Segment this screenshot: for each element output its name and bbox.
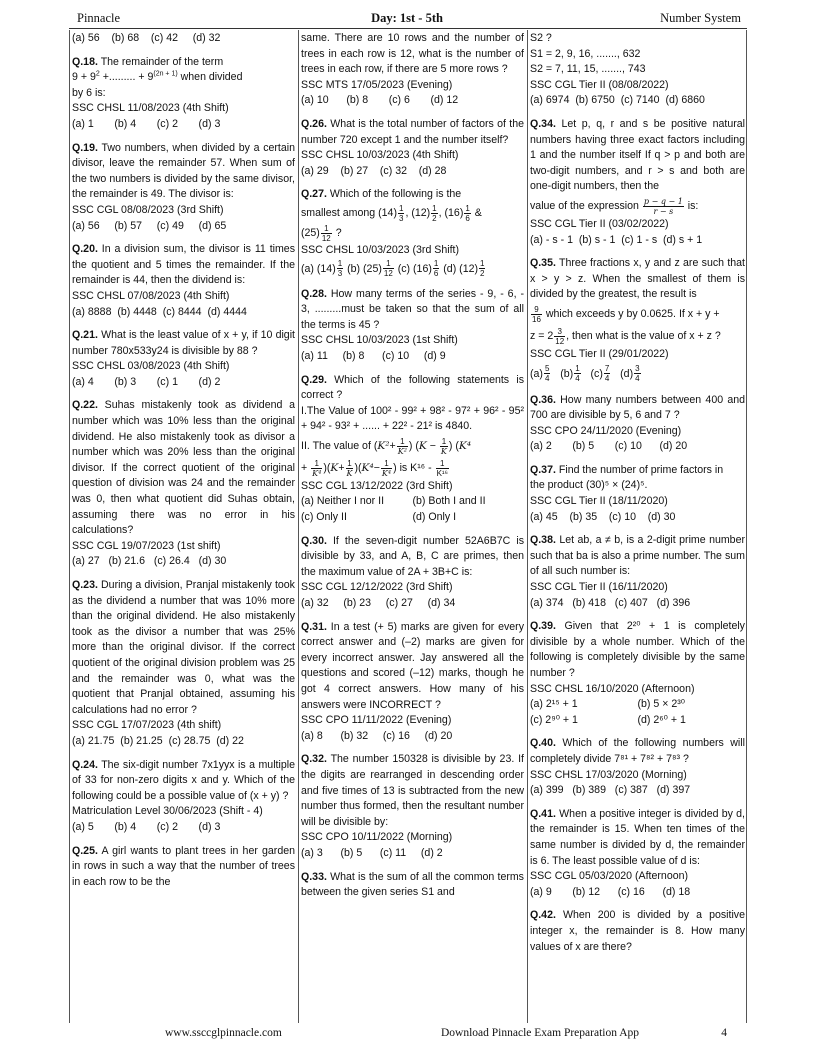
q40-source: SSC CHSL 17/03/2020 (Morning) (530, 768, 687, 781)
q30-text: If the seven-digit number 52A6B7C is divisible by 33, and A, B, C are primes, then the maximum value of 2A + 3B+C is: (301, 534, 524, 578)
q20-source: SSC CHSL 07/08/2023 (4th Shift) (72, 289, 230, 302)
q27-expression-end: (25) $\frac{1}{12}$ ? (301, 223, 342, 243)
q29-options-row2: (c) Only II (d) Only I (301, 511, 457, 524)
question-36 (530, 393, 745, 455)
q35-options: (a) $\frac{5}{4}$ (b) $\frac{1}{4}$ (c) $\frac{7}{4}$ (d) $\frac{3}{4}$ (530, 364, 640, 384)
q19-source: SSC CGL 08/08/2023 (3rd Shift) (72, 203, 224, 216)
q35-text: Three fractions x, y and z are such that x > y > z. When the smallest of them is divided by the greatest, the result is (530, 257, 745, 301)
question-21 (72, 328, 295, 390)
q41-number: Q.41. (530, 807, 556, 820)
q30-options: (a) 32 (b) 23 (c) 27 (d) 34 (301, 597, 456, 610)
q29-statement-1: I.The Value of 100² - 99² + 98² - 97² + 96² - 95² + 94² - 93² + ...... + 22² - 21² is 4840. (301, 404, 524, 433)
q31-options: (a) 8 (b) 32 (c) 16 (d) 20 (301, 729, 453, 742)
q25-text: A girl wants to plant trees in her garden in rows in such a way that the number of trees in each row to be the (72, 844, 296, 888)
q37-source: SSC CGL Tier II (18/11/2020) (530, 495, 668, 508)
q31-source: SSC CPO 11/11/2022 (Evening) (301, 714, 452, 727)
column-middle (298, 30, 526, 1023)
q19-text: Two numbers, when divided by a certain divisor, leave the remainder 57. When sum of the two numbers is divided by the same divisor, the remainder is 49. The divisor is: (72, 141, 295, 201)
q32-source: SSC CPO 10/11/2022 (Morning) (301, 831, 453, 844)
question-28 (301, 287, 524, 365)
q26-options: (a) 29 (b) 27 (c) 32 (d) 28 (301, 164, 447, 177)
column-left (70, 30, 297, 1023)
q34-number: Q.34. (530, 117, 556, 130)
q37-options: (a) 45 (b) 35 (c) 10 (d) 30 (530, 510, 676, 523)
q27-text: Which of the following is the (329, 188, 462, 201)
question-31 (301, 620, 524, 745)
q41-text: When a positive integer is divided by d, the remainder is 15. When ten times of the same number is divided by d, the remainder is 6. The least possible value of d is: (530, 807, 745, 867)
header-divider (69, 28, 747, 29)
q32-number: Q.32. (301, 753, 327, 766)
q23-source: SSC CGL 17/07/2023 (4th shift) (72, 719, 222, 732)
q33-options: (a) 6974 (b) 6750 (c) 7140 (d) 6860 (530, 94, 705, 107)
q21-text: What is the least value of x + y, if 10 digit number 780x533y24 is divisible by 88 ? (72, 329, 295, 357)
question-38 (530, 533, 745, 611)
q39-options-row2: (c) 2⁹⁰ + 1 (d) 2⁶⁰ + 1 (530, 713, 686, 726)
q29-number: Q.29. (301, 373, 327, 386)
chapter-title: Number System (660, 11, 741, 25)
q36-text: How many numbers between 400 and 700 are divisible by 5, 6 and 7 ? (530, 393, 745, 422)
q18-options: (a) 1 (b) 4 (c) 2 (d) 3 (72, 117, 221, 130)
q24-text: The six-digit number 7x1yyx is a multiple of 33 for non-zero digits x and y. Which of the following could be a possible value of (x + y) ? (72, 758, 295, 802)
q35-sum: z = 2 $\frac{3}{12}$ , then what is the value of x + z ? (530, 326, 721, 346)
brand-name: Pinnacle (77, 11, 121, 25)
q25-source: SSC MTS 17/05/2023 (Evening) (301, 78, 453, 91)
q21-source: SSC CHSL 03/08/2023 (4th Shift) (72, 360, 230, 373)
q29-text: Which of the following statements is correct ? (301, 373, 524, 402)
q18-number: Q.18. (72, 55, 98, 68)
q29-statement-2: II. The value of (K²+ $\frac{1}{\text{K²}}$ ) (K − $\frac{1}{K}$ ) (K⁴ (301, 436, 472, 456)
q26-text: What is the total number of factors of the number 720 except 1 and the number itself? (301, 117, 525, 146)
q28-number: Q.28. (301, 287, 327, 300)
q40-text: Which of the following numbers will completely divide 7⁸¹ + 7⁸² + 7⁸³ ? (530, 737, 745, 765)
question-40 (530, 736, 745, 798)
website-link[interactable]: www.ssccglpinnacle.com (165, 1027, 282, 1039)
q41-source: SSC CGL 05/03/2020 (Afternoon) (530, 870, 689, 883)
q23-options: (a) 21.75 (b) 21.25 (c) 28.75 (d) 22 (72, 734, 244, 747)
q30-number: Q.30. (301, 534, 327, 547)
q22-options: (a) 27 (b) 21.6 (c) 26.4 (d) 30 (72, 555, 227, 568)
q18-expression: $9 + 9^2$ +......... + $9^{(2n + 1)}$ when divided (72, 70, 243, 84)
q36-source: SSC CPO 24/11/2020 (Evening) (530, 424, 682, 437)
q33-number: Q.33. (301, 870, 327, 883)
q35-source: SSC CGL Tier II (29/01/2022) (530, 347, 669, 360)
q37-text: Find the number of prime factors in (558, 463, 724, 476)
q22-source: SSC CGL 19/07/2023 (1st shift) (72, 539, 221, 552)
q20-text: In a division sum, the divisor is 11 times the quotient and 5 times the remainder. If the remainder is 44, then the dividend is: (72, 243, 295, 287)
question-25 (72, 844, 295, 891)
question-33 (301, 870, 524, 901)
q34-expression: value of the expression $\frac{p - q - 1}{r - s}$ is: (530, 196, 699, 216)
q33-source: SSC CGL Tier II (08/08/2022) (530, 78, 669, 91)
q18-text: The remainder of the term (100, 55, 224, 68)
q41-options: (a) 9 (b) 12 (c) 16 (d) 18 (530, 885, 691, 898)
q24-source: Matriculation Level 30/06/2023 (Shift - 4) (72, 805, 263, 818)
q25-continued: same. There are 10 rows and the number of trees in each row is 12, what is the number of trees in each row, if there are 5 more rows ? (301, 32, 524, 76)
question-22 (72, 398, 295, 570)
question-columns (69, 30, 747, 1023)
q42-number: Q.42. (530, 909, 556, 922)
q27-expression: smallest among (14) $\frac{1}{3}$ , (12) $\frac{1}{2}$ , (16) $\frac{1}{6}$ & (301, 203, 482, 223)
question-19 (72, 141, 295, 235)
q40-options: (a) 399 (b) 389 (c) 387 (d) 397 (530, 784, 691, 797)
question-32 (301, 752, 524, 861)
q33-continued: S2 ? (530, 32, 552, 44)
q19-options: (a) 56 (b) 57 (c) 49 (d) 65 (72, 219, 227, 232)
q38-options: (a) 374 (b) 418 (c) 407 (d) 396 (530, 596, 691, 609)
question-34 (530, 117, 745, 248)
q33-series-s2: S2 = 7, 11, 15, ......., 743 (530, 63, 646, 76)
q33-text: What is the sum of all the common terms between the given series S1 and (301, 870, 524, 899)
q32-text: The number 150328 is divisible by 23. If the digits are rearranged in descending order and five times of 13 is subtracted from the new number thus formed, then the resultant number will be divisible by: (301, 753, 524, 828)
q34-text: Let p, q, r and s be positive natural numbers having three exact factors including 1 and the number itself If q > p and both are two-digit numbers, and r > s and both are one-digit numbers, then the (530, 117, 745, 193)
question-23 (72, 578, 295, 750)
q21-number: Q.21. (72, 329, 98, 342)
q42-text: When 200 is divided by a positive integer x, the remainder is 8. How many values of x are there? (530, 909, 745, 953)
q18-source: SSC CHSL 11/08/2023 (4th Shift) (72, 102, 229, 115)
q22-number: Q.22. (72, 399, 98, 412)
column-right (527, 30, 747, 1023)
question-18 (72, 55, 295, 133)
question-29 (301, 373, 524, 526)
q39-text: Given that 2²⁰ + 1 is completely divisible by a whole number. Which of the following is completely divisible by the same number ? (530, 620, 745, 679)
question-20 (72, 242, 295, 320)
q29-source: SSC CGL 13/12/2022 (3rd Shift) (301, 479, 453, 492)
q22-text: Suhas mistakenly took as dividend a number which was 10% less than the original dividend. He also mistakenly took as divisor a number which was 20% less than the original divisor. If the correct quotient of the original question of division was 24 and the remainder was 0, then what quotient did Suhas obtain, assuming there was no error in his calculations? (72, 399, 295, 537)
q18-text-end: by 6 is: (72, 86, 106, 99)
q31-number: Q.31. (301, 620, 327, 633)
question-35 (530, 256, 745, 384)
q36-number: Q.36. (530, 393, 556, 406)
q27-number: Q.27. (301, 188, 327, 201)
q28-text: How many terms of the series - 9, - 6, - 3, .........must be taken so that the sum of all the terms is 45 ? (301, 287, 524, 331)
day-label: Day: 1st - 5th (371, 11, 443, 25)
question-30 (301, 534, 524, 612)
q38-text: Let ab, a ≠ b, is a 2-digit prime number such that ba is also a prime number. The sum of all such number is: (530, 534, 745, 578)
q20-options: (a) 8888 (b) 4448 (c) 8444 (d) 4444 (72, 305, 247, 318)
q26-source: SSC CHSL 10/03/2023 (4th Shift) (301, 149, 459, 162)
q39-number: Q.39. (530, 620, 556, 633)
question-37 (530, 463, 745, 525)
q39-options-row1: (a) 2¹⁵ + 1 (b) 5 × 2³⁰ (530, 698, 686, 711)
q28-source: SSC CHSL 10/03/2023 (1st Shift) (301, 334, 458, 347)
q39-source: SSC CHSL 16/10/2020 (Afternoon) (530, 682, 695, 695)
q27-source: SSC CHSL 10/03/2023 (3rd Shift) (301, 243, 460, 256)
question-42 (530, 908, 745, 955)
q29-options-row1: (a) Neither I nor II (b) Both I and II (301, 495, 486, 508)
q31-text: In a test (+ 5) marks are given for every correct answer and (–2) marks are given for every incorrect answer. Jay answered all the questions and scored (–12) marks, though he got 4 correct answers. How many of his answers were INCORRECT ? (301, 620, 524, 711)
q26-number: Q.26. (301, 117, 327, 130)
q37-number: Q.37. (530, 463, 556, 476)
question-39 (530, 619, 745, 728)
q38-number: Q.38. (530, 534, 556, 547)
q35-ratio: $\frac{9}{16}$ which exceeds y by 0.0625. If x + y + (532, 304, 720, 324)
q27-options: (a) (14) $\frac{1}{3}$ (b) (25) $\frac{1}{12}$ (c) (16) $\frac{1}{6}$ (d) (12) $\frac{1}{2}$ (301, 259, 485, 279)
q19-number: Q.19. (72, 141, 98, 154)
q20-number: Q.20. (72, 243, 98, 256)
question-24 (72, 758, 295, 836)
q25-number: Q.25. (72, 844, 98, 857)
question-26 (301, 117, 524, 179)
q25-options: (a) 10 (b) 8 (c) 6 (d) 12 (301, 94, 459, 107)
q34-source: SSC CGL Tier II (03/02/2022) (530, 217, 669, 230)
q34-options: (a) - s - 1 (b) s - 1 (c) 1 - s (d) s + 1 (530, 233, 703, 246)
q28-options: (a) 11 (b) 8 (c) 10 (d) 9 (301, 349, 446, 362)
q33-series-s1: S1 = 2, 9, 16, ......., 632 (530, 47, 641, 60)
q23-text: During a division, Pranjal mistakenly took as the dividend a number that was 10% more than the original dividend. He also mistakenly took as the divisor a number that was 25% more than the original divisor. If the correct quotient of the original division problem was 25 and the remainder was 0, what was the quotient that Pranjal obtained, assuming his calculations had no error ? (72, 579, 295, 716)
q23-number: Q.23. (72, 579, 98, 591)
q29-statement-2-cont: + $\frac{1}{\text{K⁴}}$ )(K+ $\frac{1}{K}$ )(K⁴− $\frac{1}{\text{K⁴}}$ ) is K¹⁶ - $\frac{1}{\text{K¹⁶}}$ (301, 458, 448, 478)
q32-options: (a) 3 (b) 5 (c) 11 (d) 2 (301, 846, 443, 859)
q38-source: SSC CGL Tier II (16/11/2020) (530, 581, 668, 594)
app-promo: Download Pinnacle Exam Preparation App (441, 1027, 640, 1039)
question-41 (530, 807, 745, 901)
q36-options: (a) 2 (b) 5 (c) 10 (d) 20 (530, 440, 688, 453)
q24-number: Q.24. (72, 758, 98, 771)
page-header (73, 9, 741, 29)
q40-number: Q.40. (530, 737, 556, 750)
q35-number: Q.35. (530, 257, 556, 270)
q17-options: (a) 56 (b) 68 (c) 42 (d) 32 (72, 32, 221, 44)
page-footer (69, 1025, 747, 1047)
q30-source: SSC CGL 12/12/2022 (3rd Shift) (301, 581, 453, 594)
page-number: 4 (721, 1027, 727, 1039)
q21-options: (a) 4 (b) 3 (c) 1 (d) 2 (72, 375, 221, 388)
question-27 (301, 187, 524, 278)
q37-expression: the product (30)⁵ × (24)⁵. (530, 479, 648, 492)
q24-options: (a) 5 (b) 4 (c) 2 (d) 3 (72, 820, 221, 833)
